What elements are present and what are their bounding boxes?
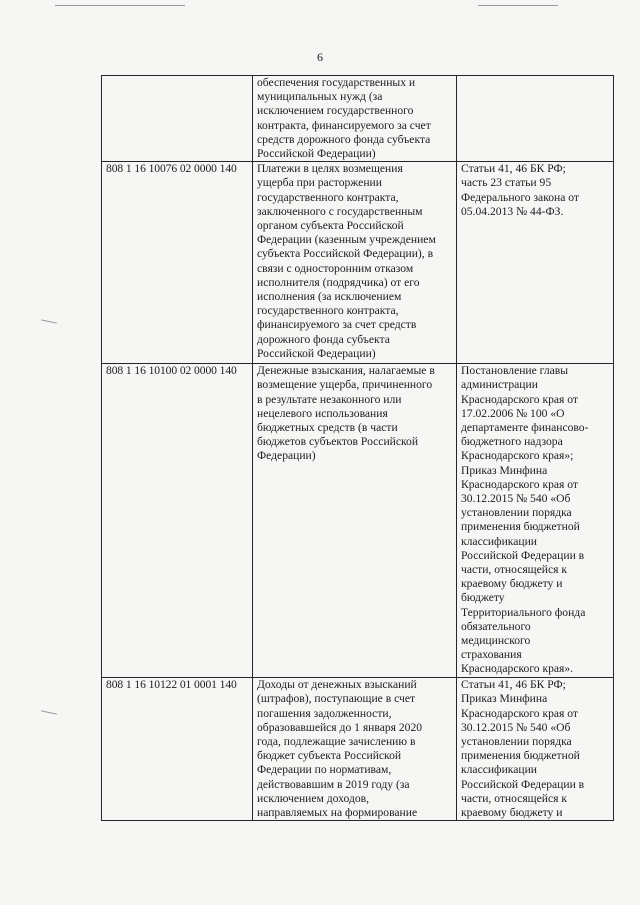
name-cell <box>253 364 457 678</box>
name-cell <box>253 678 457 821</box>
revenue-code: 808 1 16 10122 01 0001 140 <box>106 678 237 692</box>
revenue-code: 808 1 16 10100 02 0000 140 <box>106 364 237 378</box>
legal-basis: Постановление главы администрации Краснодарского края от 17.02.2006 № 100 «О департаменте финансово- бюджетного надзора Краснодарского края»; Приказ Минфина Краснодарского края от 30.12.2015 № 540 «Об установлении порядка применения бюджетной классификации Российской Федерации в части, относящейся к краевому бюджету и бюджету Территориального фонда обязательного медицинского страхования Краснодарского края». <box>461 364 589 676</box>
code-cell <box>102 364 253 678</box>
scan-margin-mark <box>41 319 57 323</box>
name-cell <box>253 76 457 162</box>
basis-cell <box>457 162 614 364</box>
table-row <box>102 678 614 821</box>
name-cell <box>253 162 457 364</box>
basis-cell <box>457 76 614 162</box>
revenue-name: обеспечения государственных и муниципальных нужд (за исключением государственного контракта, финансируемого за счет средств дорожного фонда субъекта Российской Федерации) <box>257 76 431 161</box>
table-row <box>102 76 614 162</box>
scan-edge-mark <box>478 5 558 6</box>
basis-cell <box>457 364 614 678</box>
legal-basis: Статьи 41, 46 БК РФ; Приказ Минфина Краснодарского края от 30.12.2015 № 540 «Об установлении порядка применения бюджетной классификации Российской Федерации в части, относящейся к краевому бюджету и <box>461 678 585 820</box>
revenue-name: Доходы от денежных взысканий (штрафов), поступающие в счет погашения задолженности, образовавшейся до 1 января 2020 года, подлежащие зачислению в бюджет субъекта Российской Федерации по нормативам, действовавшим в 2019 году (за исключением доходов, направляемых на формирование <box>257 678 423 820</box>
code-cell <box>102 678 253 821</box>
scan-edge-mark <box>55 5 185 6</box>
code-cell <box>102 162 253 364</box>
table-row <box>102 162 614 364</box>
revenue-name: Денежные взыскания, налагаемые в возмещение ущерба, причиненного в результате незаконного или нецелевого использования бюджетных средств (в части бюджетов субъектов Российской Федерации) <box>257 364 435 463</box>
basis-cell <box>457 678 614 821</box>
revenue-code: 808 1 16 10076 02 0000 140 <box>106 162 237 176</box>
legal-basis: Статьи 41, 46 БК РФ; часть 23 статьи 95 Федерального закона от 05.04.2013 № 44-ФЗ. <box>461 162 580 218</box>
scan-margin-mark <box>41 710 57 714</box>
page-number: 6 <box>317 50 323 64</box>
table-row <box>102 364 614 678</box>
revenue-name: Платежи в целях возмещения ущерба при расторжении государственного контракта, заключенного с государственным органом субъекта Российской Федерации (казенным учреждением субъекта Российской Федерации), в связи с односторонним отказом исполнителя (подрядчика) от его исполнения (за исключением государственного контракта, финансируемого за счет средств дорожного фонда субъекта Российской Федерации) <box>257 162 436 360</box>
revenue-codes-table <box>101 75 614 821</box>
code-cell <box>102 76 253 162</box>
